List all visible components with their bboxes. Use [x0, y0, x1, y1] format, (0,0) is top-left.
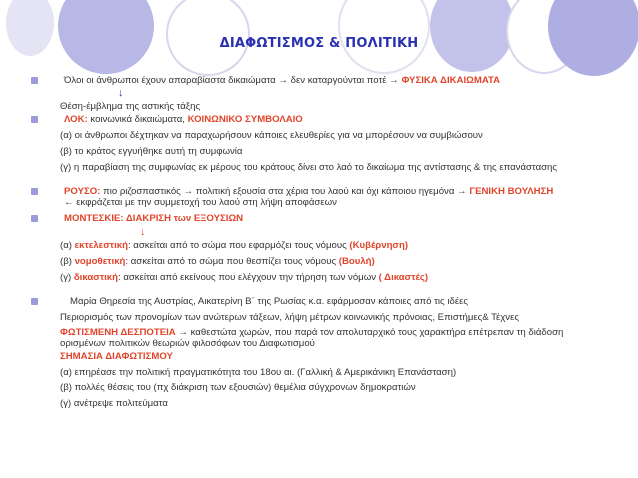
social-contract-highlight: ΚΟΙΝΩΝΙΚΟ ΣΥΜΒΟΛΑΙΟ [187, 114, 303, 125]
bourgeois-line: Θέση-έμβλημα της αστικής τάξης [60, 101, 201, 112]
rousseau-tail: ← εκφράζεται με την συμμετοχή του λαού στη λήψη αποφάσεων [64, 197, 337, 208]
general-will-highlight: ΓΕΝΙΚΗ ΒΟΥΛΗΣΗ [469, 186, 554, 197]
rousseau-line [64, 186, 564, 208]
despotism-line [60, 327, 580, 349]
power-name: εκτελεστική [74, 240, 128, 251]
bullet-marker [31, 116, 38, 123]
significance-item-c: (γ) ανέτρεψε πολιτεύματα [60, 398, 168, 409]
power-prefix: (β) [60, 256, 75, 267]
locke-text: κοινωνικά δικαιώματα, [87, 114, 188, 125]
power-executive [60, 240, 620, 251]
power-name: δικαστική [73, 272, 118, 283]
locke-line [64, 114, 624, 125]
power-prefix: (α) [60, 240, 75, 251]
power-text: : ασκείται από το σώμα που εφαρμόζει τους νόμους [127, 240, 350, 251]
significance-heading: ΣΗΜΑΣΙΑ ΔΙΑΦΩΤΙΣΜΟΥ [60, 351, 173, 362]
slide-title: ΔΙΑΦΩΤΙΣΜΟΣ & ΠΟΛΙΤΙΚΗ [219, 36, 419, 51]
power-organ: (Κυβέρνηση) [349, 240, 409, 251]
bullet-marker [31, 215, 38, 222]
down-arrow-icon: ↓ [140, 226, 146, 238]
rousseau-text: πιο ριζοσπαστικός → πολιτική εξουσία στα χέρια του λαού και όχι κάποιου ηγεμόνα → [100, 186, 470, 197]
locke-name: ΛΟΚ: [64, 114, 88, 125]
natural-rights-highlight: ΦΥΣΙΚΑ ΔΙΚΑΙΩΜΑΤΑ [401, 75, 501, 86]
significance-item-b: (β) πολλές θέσεις του (πχ διάκριση των εξουσιών) θεμέλια σύγχρονων δημοκρατιών [60, 382, 416, 393]
power-name: νομοθετική [74, 256, 126, 267]
contract-item-a: (α) οι άνθρωποι δέχτηκαν να παραχωρήσουν κάποιες ελευθερίες για να μπορέσουν να συμβιώσουν [60, 130, 483, 141]
down-arrow-icon: ↓ [118, 87, 124, 99]
montesquieu-line [64, 213, 624, 224]
contract-item-b: (β) το κράτος εγγυήθηκε αυτή τη συμφωνία [60, 146, 243, 157]
enlightened-despotism-highlight: ΦΩΤΙΣΜΕΝΗ ΔΕΣΠΟΤΕΙΑ [60, 327, 176, 338]
bullet-marker [31, 188, 38, 195]
monarchs-line: Μαρία Θηρεσία της Αυστρίας, Αικατερίνη Β΄ της Ρωσίας κ.α. εφάρμοσαν κάποιες από τις ιδέες [70, 296, 468, 307]
rousseau-name: ΡΟΥΣΟ: [64, 186, 101, 197]
contract-item-c: (γ) η παραβίαση της συμφωνίας εκ μέρους του κράτους δίνει στο λαό το δικαίωμα της αντίστασης & της επανάστασης [60, 162, 557, 173]
power-prefix: (γ) [60, 272, 74, 283]
natural-rights-text: Όλοι οι άνθρωποι έχουν απαραβίαστα δικαιώματα → δεν καταργούνται ποτέ → [64, 75, 402, 86]
despotism-text: → καθεστώτα χωρών, που παρά τον απολυταρχικό τους χαρακτήρα επέτρεπαν τη διάδοση ορισμένων πολιτικών θεωριών φιλοσόφων του Διαφωτισμού [60, 327, 564, 349]
significance-item-a: (α) επηρέασε την πολιτική πραγματικότητα του 18ου αι. (Γαλλική & Αμερικάνικη Επανάσταση) [60, 367, 457, 378]
power-judicial [60, 272, 620, 283]
natural-rights-line [64, 75, 624, 86]
power-text: : ασκείται από εκείνους που ελέγχουν την τήρηση των νόμων [118, 272, 379, 283]
separation-of-powers-highlight: ΜΟΝΤΕΣΚΙΕ: ΔΙΑΚΡΙΣΗ των ΕΞΟΥΣΙΩΝ [64, 213, 244, 224]
power-organ: (Βουλή) [338, 256, 375, 267]
power-text: : ασκείται από το σώμα που θεσπίζει τους νόμους [125, 256, 339, 267]
power-legislative [60, 256, 620, 267]
bullet-marker [31, 77, 38, 84]
limits-line: Περιορισμός των προνομίων των ανώτερων τάξεων, λήψη μέτρων κοινωνικής πρόνοιας, Επιστήμες& Τέχνες [60, 312, 519, 323]
bullet-marker [31, 298, 38, 305]
power-organ: ( Δικαστές) [378, 272, 429, 283]
